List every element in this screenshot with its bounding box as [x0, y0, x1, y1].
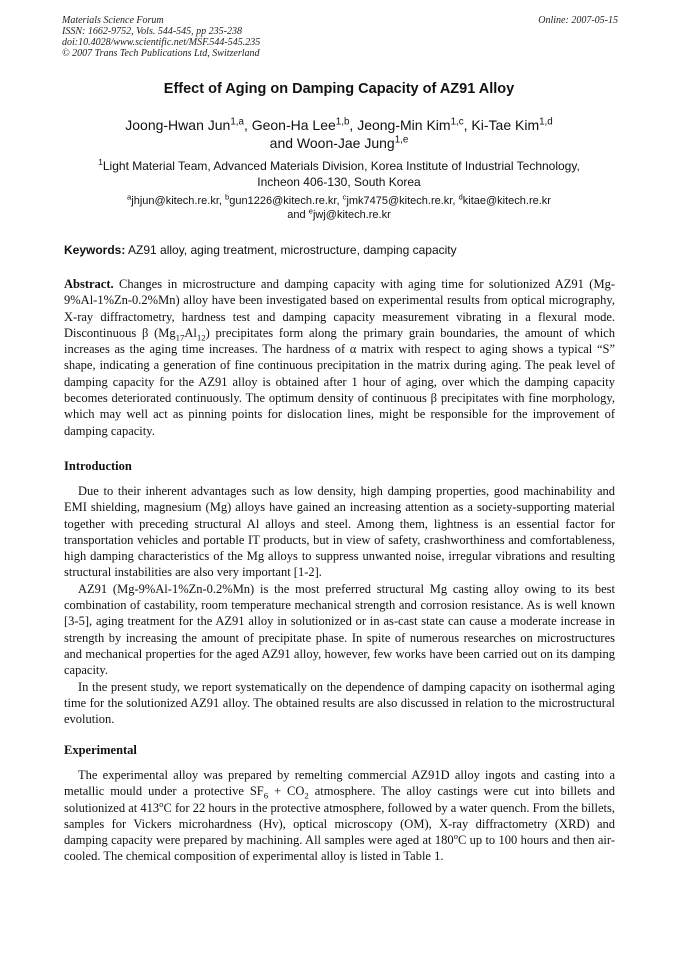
text: The experimental alloy was prepared by remelting commercial AZ91D alloy ingots and casting into a metallic mould under a protective SF	[64, 768, 615, 799]
email-separator: ,	[336, 195, 343, 207]
copyright-line: © 2007 Trans Tech Publications Ltd, Switzerland	[62, 48, 260, 59]
author-separator: ,	[243, 117, 252, 133]
author-name: Joong-Hwan Jun	[125, 117, 231, 133]
author-superscript: 1,b	[335, 116, 350, 128]
author-list	[70, 116, 608, 152]
keywords-text: AZ91 alloy, aging treatment, microstructure, damping capacity	[125, 243, 457, 257]
degree-superscript: o	[453, 831, 458, 842]
experimental-heading: Experimental	[64, 743, 137, 757]
introduction-heading: Introduction	[64, 459, 132, 473]
email-separator: ,	[452, 195, 459, 207]
subscript: 17	[175, 332, 185, 343]
paper-title: Effect of Aging on Damping Capacity of AZ91 Alloy	[163, 81, 515, 97]
email-prefix: and	[287, 209, 309, 221]
abstract-text: Changes in microstructure and damping capacity with aging time for solutionized AZ91 (Mg-9%Al-1%Zn-0.2%Mn) alloy have been investigated based on experimental results from optical micrography, X-ray diffractometry, hardness test and damping capacity measurement vibrating in a flexural mode. Discontinuous β (Mg	[64, 277, 615, 340]
doi-line: doi:10.4028/www.scientific.net/MSF.544-545.235	[62, 37, 261, 48]
issn-line: ISSN: 1662-9752, Vols. 544-545, pp 235-238	[62, 26, 242, 37]
affiliation-line-1: Light Material Team, Advanced Materials Division, Korea Institute of Industrial Technology,	[102, 159, 580, 173]
email-address: jmk7475@kitech.re.kr	[346, 195, 453, 207]
subscript: 12	[196, 332, 206, 343]
subscript: 6	[263, 790, 269, 801]
subscript: 2	[304, 790, 309, 801]
author-separator: ,	[463, 117, 472, 133]
keywords	[64, 243, 620, 257]
author-superscript: 1,c	[450, 116, 464, 128]
author-separator: ,	[349, 117, 358, 133]
author-name: Jeong-Min Kim	[357, 117, 451, 133]
text: + CO	[268, 784, 305, 799]
author-superscript: 1,e	[394, 134, 409, 146]
paragraph: AZ91 (Mg-9%Al-1%Zn-0.2%Mn) is the most preferred structural Mg casting alloy owing to its best combination of castability, room temperature mechanical strength and corrosion resistance. As is well known [3-5], aging treatment for the AZ91 alloy in solutionized or in as-cast state can cause a moderate increase in strength by increasing the amount of precipitate phase. In spite of numerous researches on microstructures and mechanical properties for the aged AZ91 alloy, however, few works have been carried out on its damping capacity.	[64, 581, 615, 678]
journal-name: Materials Science Forum	[62, 15, 164, 26]
author-name: and Woon-Jae Jung	[269, 135, 395, 151]
email-list	[70, 194, 608, 222]
author-superscript: 1,d	[539, 116, 553, 128]
introduction-body	[64, 483, 615, 727]
email-address: kitae@kitech.re.kr	[462, 195, 551, 207]
abstract	[64, 276, 615, 439]
email-address: jhjun@kitech.re.kr	[131, 195, 219, 207]
author-superscript: 1,a	[230, 116, 244, 128]
email-superscript: c	[342, 192, 347, 202]
author-name: Ki-Tae Kim	[471, 117, 540, 133]
email-address: jwj@kitech.re.kr	[312, 209, 391, 221]
journal-header	[62, 15, 618, 59]
keywords-label: Keywords:	[64, 243, 126, 257]
author-name: Geon-Ha Lee	[251, 117, 336, 133]
text: C for 22 hours in the protective atmosphere, followed by a water quench. From the billets, samples for Vickers microhardness (Hv), optical microscopy (OM), X-ray diffractometry (XRD) and damping capacity were prepared by machining. All samples were aged at 180	[64, 800, 615, 848]
email-address: gun1226@kitech.re.kr	[229, 195, 337, 207]
online-date: Online: 2007-05-15	[538, 15, 618, 26]
email-superscript: e	[308, 206, 313, 216]
affiliation-line-2: Incheon 406-130, South Korea	[257, 175, 421, 189]
email-separator: ,	[218, 195, 225, 207]
abstract-text: ) precipitates form along the primary grain boundaries, the amount of which increases as the aging time increases. The hardness of α matrix with respect to aging shows a typical “S” shape, indicating a generation of fine continuous precipitation in the matrix during aging. The peak level of damping capacity for the AZ91 alloy is obtained after 1 hour of aging, over which the damping capacity becomes deteriorated continuously. The optimum density of continuous β precipitates with fine morphology, which may well act as pinning points for dislocation lines, might be responsible for the improvement of damping capacity.	[64, 325, 615, 438]
email-superscript: d	[458, 192, 463, 202]
degree-superscript: o	[159, 798, 164, 809]
experimental-body	[64, 767, 615, 865]
email-superscript: a	[127, 192, 132, 202]
affiliation-superscript: 1	[98, 157, 103, 167]
paragraph: In the present study, we report systematically on the dependence of damping capacity on isothermal aging time for the solutionized AZ91 alloy. The obtained results are also discussed in relation to the microstructural evolution.	[64, 679, 615, 727]
text: C up to 100 hours and then air-cooled. The chemical composition of experimental alloy is listed in Table 1.	[64, 833, 615, 864]
text: atmosphere. The alloy castings were cut into billets and solutionized at 413	[64, 784, 616, 815]
paragraph: Due to their inherent advantages such as low density, high damping properties, good machinability and EMI shielding, magnesium (Mg) alloys have gained an increasing attention as a society-supporting material together with preceding structural Al alloys and steel. Among them, lightness is an essential factor for transportation vehicles and portable IT products, but in view of safety, crashworthiness and comfortableness, high damping characteristics of the Mg alloys to suppress unwanted noise, irregular vibrations and resulting structural instabilities are also very important [1-2].	[64, 484, 615, 580]
abstract-text: Al	[184, 325, 197, 340]
abstract-label: Abstract.	[64, 277, 114, 291]
email-superscript: b	[225, 192, 230, 202]
affiliation	[70, 158, 608, 190]
paragraph	[64, 767, 615, 865]
